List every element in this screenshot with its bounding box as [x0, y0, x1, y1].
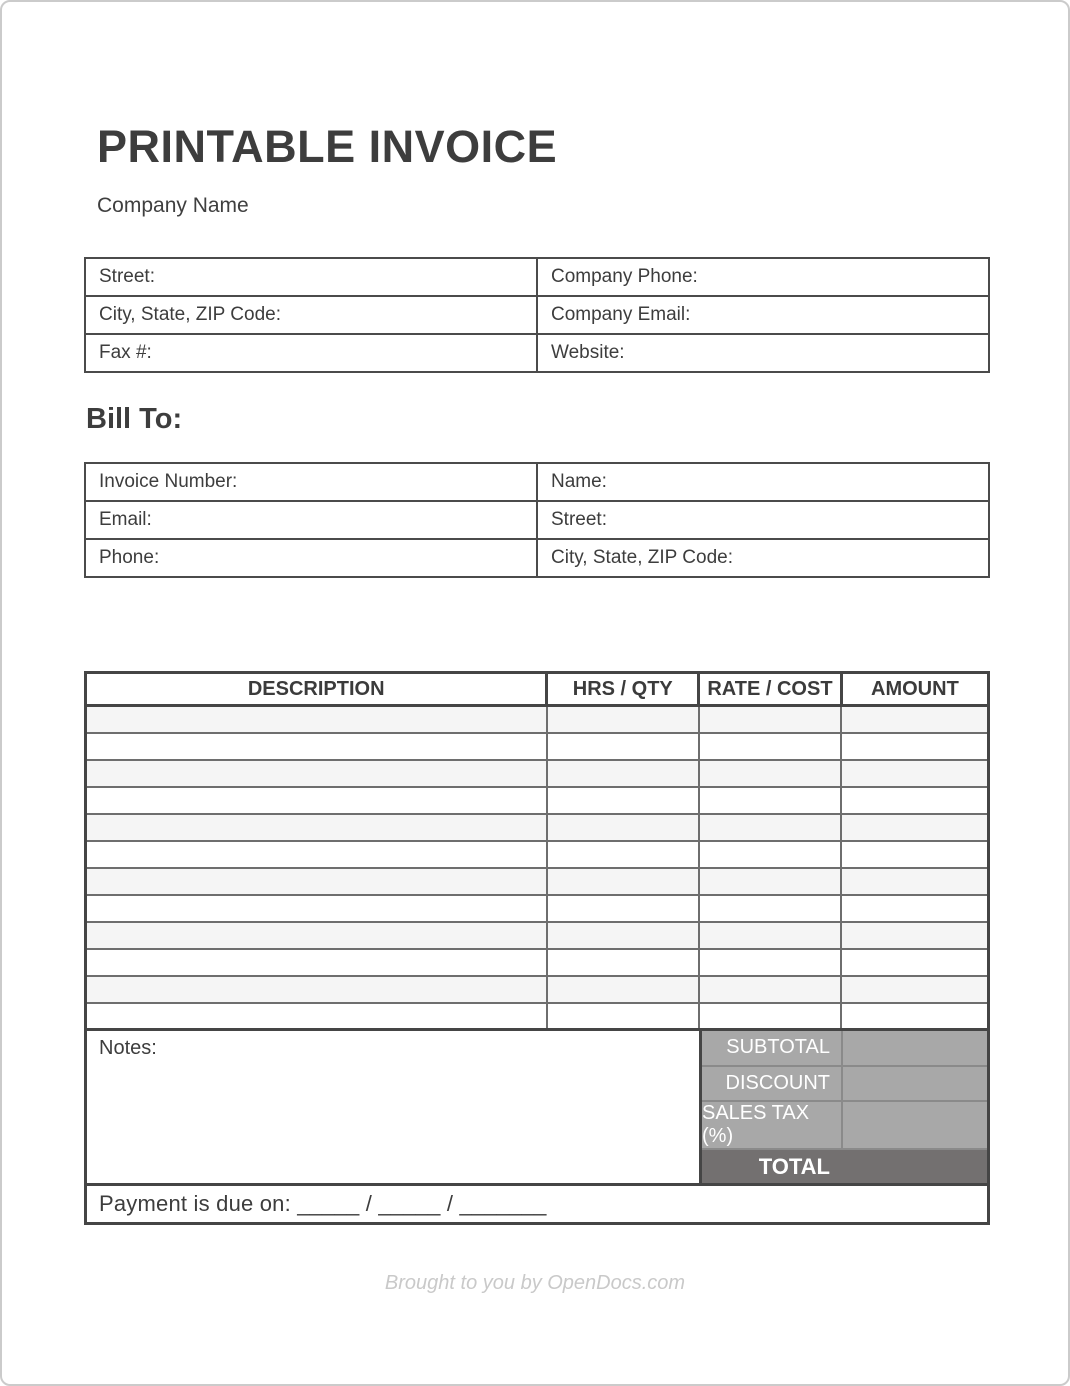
item-row	[86, 1003, 989, 1030]
item-cell[interactable]	[841, 976, 988, 1003]
column-header-amount: AMOUNT	[841, 673, 988, 706]
item-cell[interactable]	[86, 976, 547, 1003]
item-cell[interactable]	[86, 733, 547, 760]
notes-and-summary-section	[84, 1028, 990, 1186]
item-cell[interactable]	[86, 949, 547, 976]
item-cell[interactable]	[547, 814, 699, 841]
item-cell[interactable]	[841, 760, 988, 787]
notes-label: Notes:	[99, 1037, 157, 1060]
item-cell[interactable]	[547, 868, 699, 895]
item-cell[interactable]	[841, 922, 988, 949]
subtotal-label: SUBTOTAL	[702, 1031, 841, 1064]
footer-credit: Brought to you by OpenDocs.com	[384, 1272, 686, 1295]
table-row	[85, 539, 989, 577]
notes-field[interactable]	[87, 1031, 702, 1183]
item-cell[interactable]	[547, 976, 699, 1003]
table-row	[85, 463, 989, 501]
bill-to-table	[84, 462, 990, 578]
payment-due-text: Payment is due on: _____ / _____ / _______	[99, 1191, 547, 1217]
invoice-number-field[interactable]: Invoice Number:	[85, 463, 537, 501]
item-cell[interactable]	[699, 706, 842, 733]
city-state-zip-field[interactable]: City, State, ZIP Code:	[85, 296, 537, 334]
item-cell[interactable]	[86, 895, 547, 922]
item-cell[interactable]	[547, 895, 699, 922]
company-info-table	[84, 257, 990, 373]
sales-tax-value[interactable]	[843, 1102, 987, 1148]
item-cell[interactable]	[86, 706, 547, 733]
item-cell[interactable]	[86, 868, 547, 895]
item-row	[86, 868, 989, 895]
item-cell[interactable]	[86, 1003, 547, 1030]
item-row	[86, 895, 989, 922]
payment-due-field[interactable]	[84, 1183, 990, 1225]
item-cell[interactable]	[841, 895, 988, 922]
table-row	[85, 258, 989, 296]
bill-phone-field[interactable]: Phone:	[85, 539, 537, 577]
table-row	[85, 296, 989, 334]
item-cell[interactable]	[841, 814, 988, 841]
sales-tax-row	[702, 1102, 987, 1148]
item-row	[86, 787, 989, 814]
item-cell[interactable]	[841, 949, 988, 976]
item-cell[interactable]	[699, 895, 842, 922]
column-header-description: DESCRIPTION	[86, 673, 547, 706]
table-row	[85, 334, 989, 372]
discount-row	[702, 1067, 987, 1100]
item-cell[interactable]	[841, 841, 988, 868]
total-row	[702, 1150, 987, 1183]
item-cell[interactable]	[547, 949, 699, 976]
item-cell[interactable]	[699, 1003, 842, 1030]
item-cell[interactable]	[547, 706, 699, 733]
item-cell[interactable]	[547, 787, 699, 814]
discount-value[interactable]	[843, 1067, 987, 1100]
company-phone-field[interactable]: Company Phone:	[537, 258, 989, 296]
item-cell[interactable]	[547, 922, 699, 949]
fax-field[interactable]: Fax #:	[85, 334, 537, 372]
page-title: PRINTABLE INVOICE	[97, 121, 558, 172]
item-row	[86, 733, 989, 760]
bill-street-field[interactable]: Street:	[537, 501, 989, 539]
table-row	[85, 501, 989, 539]
bill-to-heading: Bill To:	[86, 403, 183, 436]
item-cell[interactable]	[699, 787, 842, 814]
subtotal-value[interactable]	[843, 1031, 987, 1064]
item-row	[86, 841, 989, 868]
item-row	[86, 760, 989, 787]
subtotal-row	[702, 1031, 987, 1064]
bill-email-field[interactable]: Email:	[85, 501, 537, 539]
items-table-body	[86, 706, 989, 1030]
item-cell[interactable]	[547, 841, 699, 868]
item-cell[interactable]	[841, 1003, 988, 1030]
item-cell[interactable]	[86, 841, 547, 868]
item-row	[86, 949, 989, 976]
summary-table	[702, 1031, 987, 1183]
item-cell[interactable]	[699, 733, 842, 760]
item-cell[interactable]	[699, 976, 842, 1003]
total-value[interactable]	[841, 1150, 987, 1183]
item-cell[interactable]	[547, 733, 699, 760]
item-cell[interactable]	[699, 949, 842, 976]
column-header-rate-cost: RATE / COST	[699, 673, 842, 706]
item-cell[interactable]	[841, 868, 988, 895]
items-header-row	[86, 673, 989, 706]
item-cell[interactable]	[841, 733, 988, 760]
item-cell[interactable]	[86, 787, 547, 814]
item-cell[interactable]	[547, 1003, 699, 1030]
item-cell[interactable]	[86, 814, 547, 841]
item-cell[interactable]	[699, 841, 842, 868]
item-cell[interactable]	[699, 868, 842, 895]
item-row	[86, 706, 989, 733]
item-cell[interactable]	[699, 814, 842, 841]
item-cell[interactable]	[699, 760, 842, 787]
company-email-field[interactable]: Company Email:	[537, 296, 989, 334]
column-header-hrs-qty: HRS / QTY	[547, 673, 699, 706]
item-cell[interactable]	[86, 922, 547, 949]
item-cell[interactable]	[699, 922, 842, 949]
line-items-table	[84, 671, 990, 1031]
item-cell[interactable]	[86, 760, 547, 787]
item-cell[interactable]	[547, 760, 699, 787]
street-field[interactable]: Street:	[85, 258, 537, 296]
total-label: TOTAL	[702, 1150, 841, 1183]
website-field[interactable]: Website:	[537, 334, 989, 372]
item-row	[86, 922, 989, 949]
bill-name-field[interactable]: Name:	[537, 463, 989, 501]
sales-tax-label: SALES TAX (%)	[702, 1102, 841, 1148]
item-row	[86, 976, 989, 1003]
discount-label: DISCOUNT	[702, 1067, 841, 1100]
bill-city-state-zip-field[interactable]: City, State, ZIP Code:	[537, 539, 989, 577]
item-cell[interactable]	[841, 706, 988, 733]
item-row	[86, 814, 989, 841]
company-name[interactable]: Company Name	[97, 194, 249, 218]
item-cell[interactable]	[841, 787, 988, 814]
